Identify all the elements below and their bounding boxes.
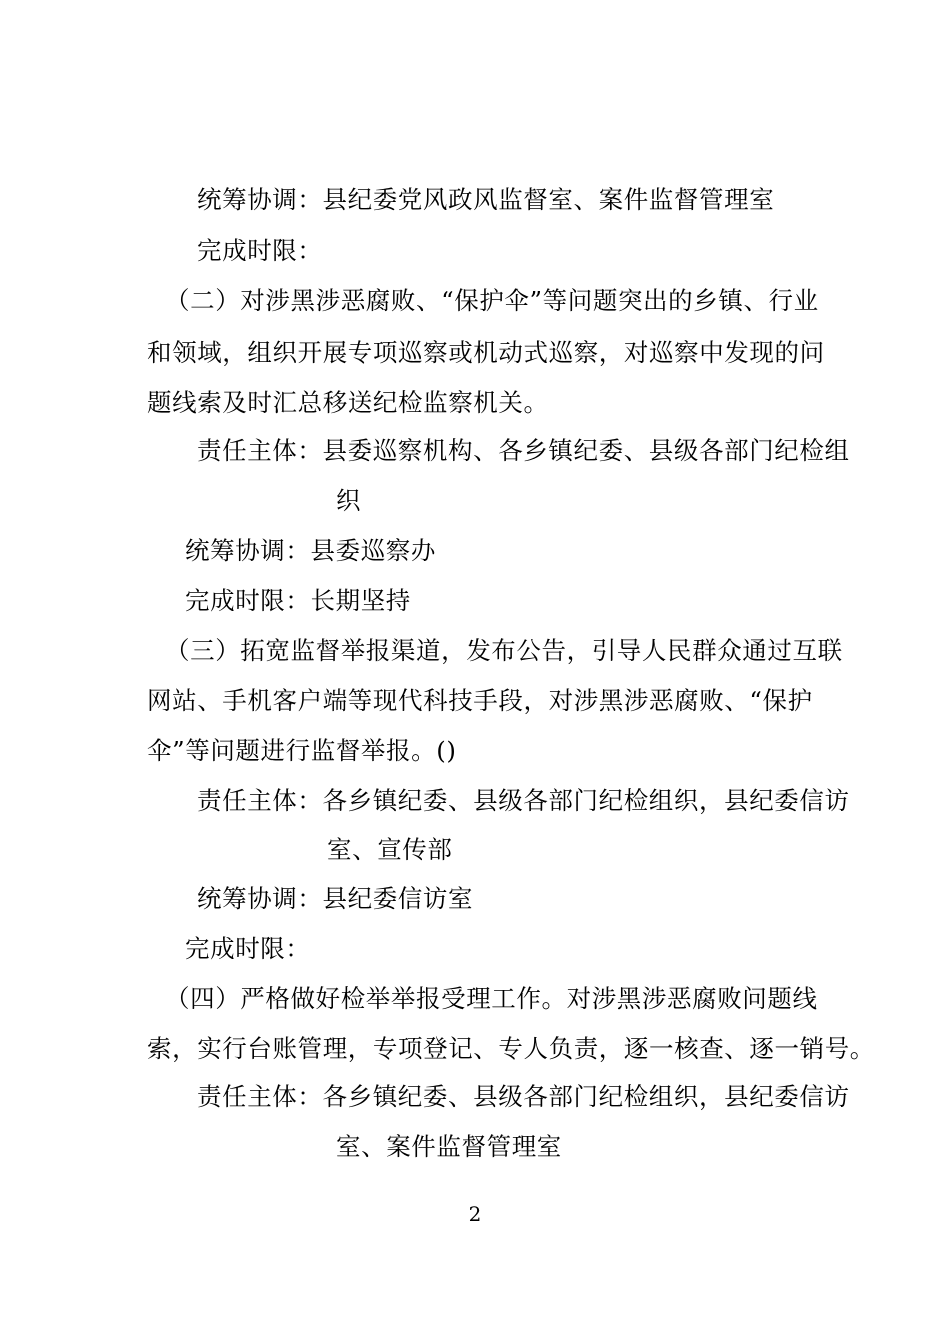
responsibility-line-2: 责任主体：县委巡察机构、各乡镇纪委、县级各部门纪检组 xyxy=(197,436,850,465)
coordination-line-3: 统筹协调：县纪委信访室 xyxy=(197,884,474,913)
responsibility-line-4: 责任主体：各乡镇纪委、县级各部门纪检组织，县纪委信访 xyxy=(197,1082,850,1111)
deadline-line-1: 完成时限： xyxy=(197,236,323,265)
deadline-line-2: 完成时限：长期坚持 xyxy=(185,586,411,615)
page-number: 2 xyxy=(468,1202,482,1226)
item-4-line-2: 索，实行台账管理，专项登记、专人负责，逐一核查、逐一销号。 xyxy=(147,1034,875,1063)
responsibility-line-4-cont: 室、案件监督管理室 xyxy=(336,1132,562,1161)
item-2-line-3: 题线索及时汇总移送纪检监察机关。 xyxy=(147,388,549,417)
item-3-line-3: 伞”等问题进行监督举报。() xyxy=(147,736,457,765)
item-2-line-2: 和领域，组织开展专项巡察或机动式巡察，对巡察中发现的问 xyxy=(147,338,825,367)
item-4-line-1: （四）严格做好检举举报受理工作。对涉黑涉恶腐败问题线 xyxy=(165,984,818,1013)
item-3-line-2: 网站、手机客户端等现代科技手段，对涉黑涉恶腐败、“保护 xyxy=(147,686,813,715)
item-3-line-1: （三）拓宽监督举报渠道，发布公告，引导人民群众通过互联 xyxy=(165,636,843,665)
coordination-line-2: 统筹协调：县委巡察办 xyxy=(185,536,436,565)
deadline-line-3: 完成时限： xyxy=(185,934,311,963)
responsibility-line-3: 责任主体：各乡镇纪委、县级各部门纪检组织，县纪委信访 xyxy=(197,786,850,815)
responsibility-line-3-cont: 室、宣传部 xyxy=(327,835,453,864)
item-2-line-1: （二）对涉黑涉恶腐败、“保护伞”等问题突出的乡镇、行业 xyxy=(165,286,819,315)
coordination-line-1: 统筹协调：县纪委党风政风监督室、案件监督管理室 xyxy=(197,185,775,214)
responsibility-line-2-cont: 织 xyxy=(336,486,362,515)
